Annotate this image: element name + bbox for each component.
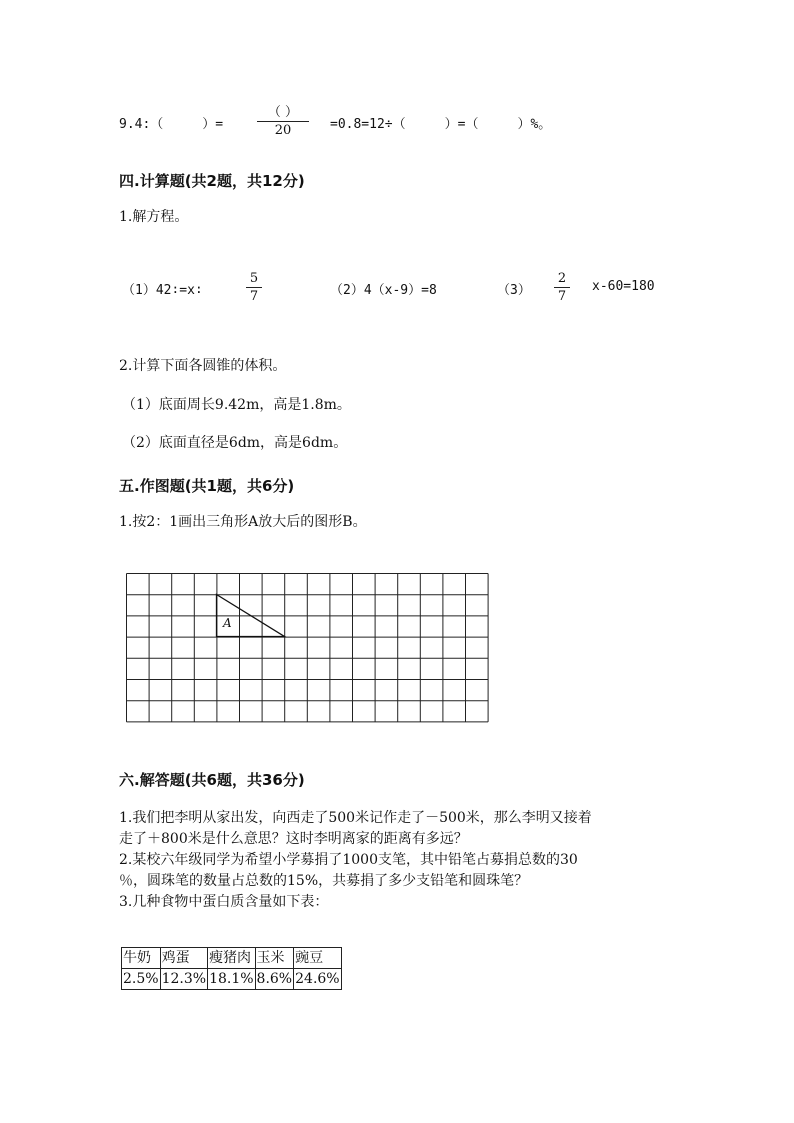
fraction-bar <box>554 287 570 288</box>
table-cell: 12.3% <box>160 969 207 990</box>
section6-q3: 3.几种食物中蛋白质含量如下表： <box>119 894 329 910</box>
section6-q1-line2: 走了＋800米是什么意思？这时李明离家的距离有多远？ <box>119 831 468 847</box>
fraction-bar <box>257 121 309 122</box>
table-cell: 24.6% <box>294 969 341 990</box>
triangle-label: A <box>223 616 232 630</box>
section4-q2-item2: （2）底面直径是6dm，高是6dm。 <box>122 435 348 451</box>
equation-1-left: （1）42∶=x∶ <box>122 283 203 298</box>
table-header-cell: 牛奶 <box>122 948 161 969</box>
section4-heading: 四.计算题(共2题，共12分) <box>119 172 305 190</box>
table-header-row <box>122 948 342 969</box>
equation-1-denominator: 7 <box>249 289 259 304</box>
table-cell: 18.1% <box>208 969 255 990</box>
section5-heading: 五.作图题(共1题，共6分) <box>119 477 295 495</box>
table-header-cell: 豌豆 <box>294 948 341 969</box>
equation-3-fraction <box>554 271 570 304</box>
table-cell: 8.6% <box>255 969 294 990</box>
drawing-grid <box>125 572 489 724</box>
section4-q2-item1: （1）底面周长9.42m，高是1.8m。 <box>122 397 351 413</box>
table-header-cell: 瘦猪肉 <box>208 948 255 969</box>
section6-q2-line1: 2.某校六年级同学为希望小学募捐了1000支笔，其中铅笔占募捐总数的30 <box>119 852 578 868</box>
table-header-cell: 玉米 <box>255 948 294 969</box>
section6-q1-line1: 1.我们把李明从家出发，向西走了500米记作走了－500米，那么李明又接着 <box>119 810 592 826</box>
equation-3-denominator: 7 <box>557 289 567 304</box>
section6-heading: 六.解答题(共6题，共36分) <box>119 771 305 789</box>
fraction-numerator: （ ） <box>267 105 299 120</box>
fraction-bar <box>246 287 262 288</box>
equation-2: （2）4（x-9）=8 <box>330 283 437 298</box>
section5-q1: 1.按2：1画出三角形A放大后的图形B。 <box>119 514 367 530</box>
table-row <box>122 969 342 990</box>
equation-3-left: （3） <box>497 283 531 298</box>
fill-blank-fraction <box>257 105 309 138</box>
fraction-denominator: 20 <box>274 123 292 138</box>
equation-1-numerator: 5 <box>249 271 259 286</box>
fill-blank-part2: =0.8=12÷（ ）=（ ）%。 <box>330 117 552 132</box>
equation-3-right: x-60=180 <box>592 279 655 294</box>
section4-q1-title: 1.解方程。 <box>119 209 189 225</box>
equation-3-numerator: 2 <box>557 271 567 286</box>
table-cell: 2.5% <box>122 969 161 990</box>
equation-1-fraction <box>246 271 262 304</box>
table-header-cell: 鸡蛋 <box>160 948 207 969</box>
fill-blank-part1: 9.4:（ ）= <box>119 117 224 132</box>
section6-q2-line2: ％，圆珠笔的数量占总数的15%，共募捐了多少支铅笔和圆珠笔？ <box>119 873 529 889</box>
section4-q2-title: 2.计算下面各圆锥的体积。 <box>119 358 287 374</box>
protein-table <box>121 947 342 990</box>
